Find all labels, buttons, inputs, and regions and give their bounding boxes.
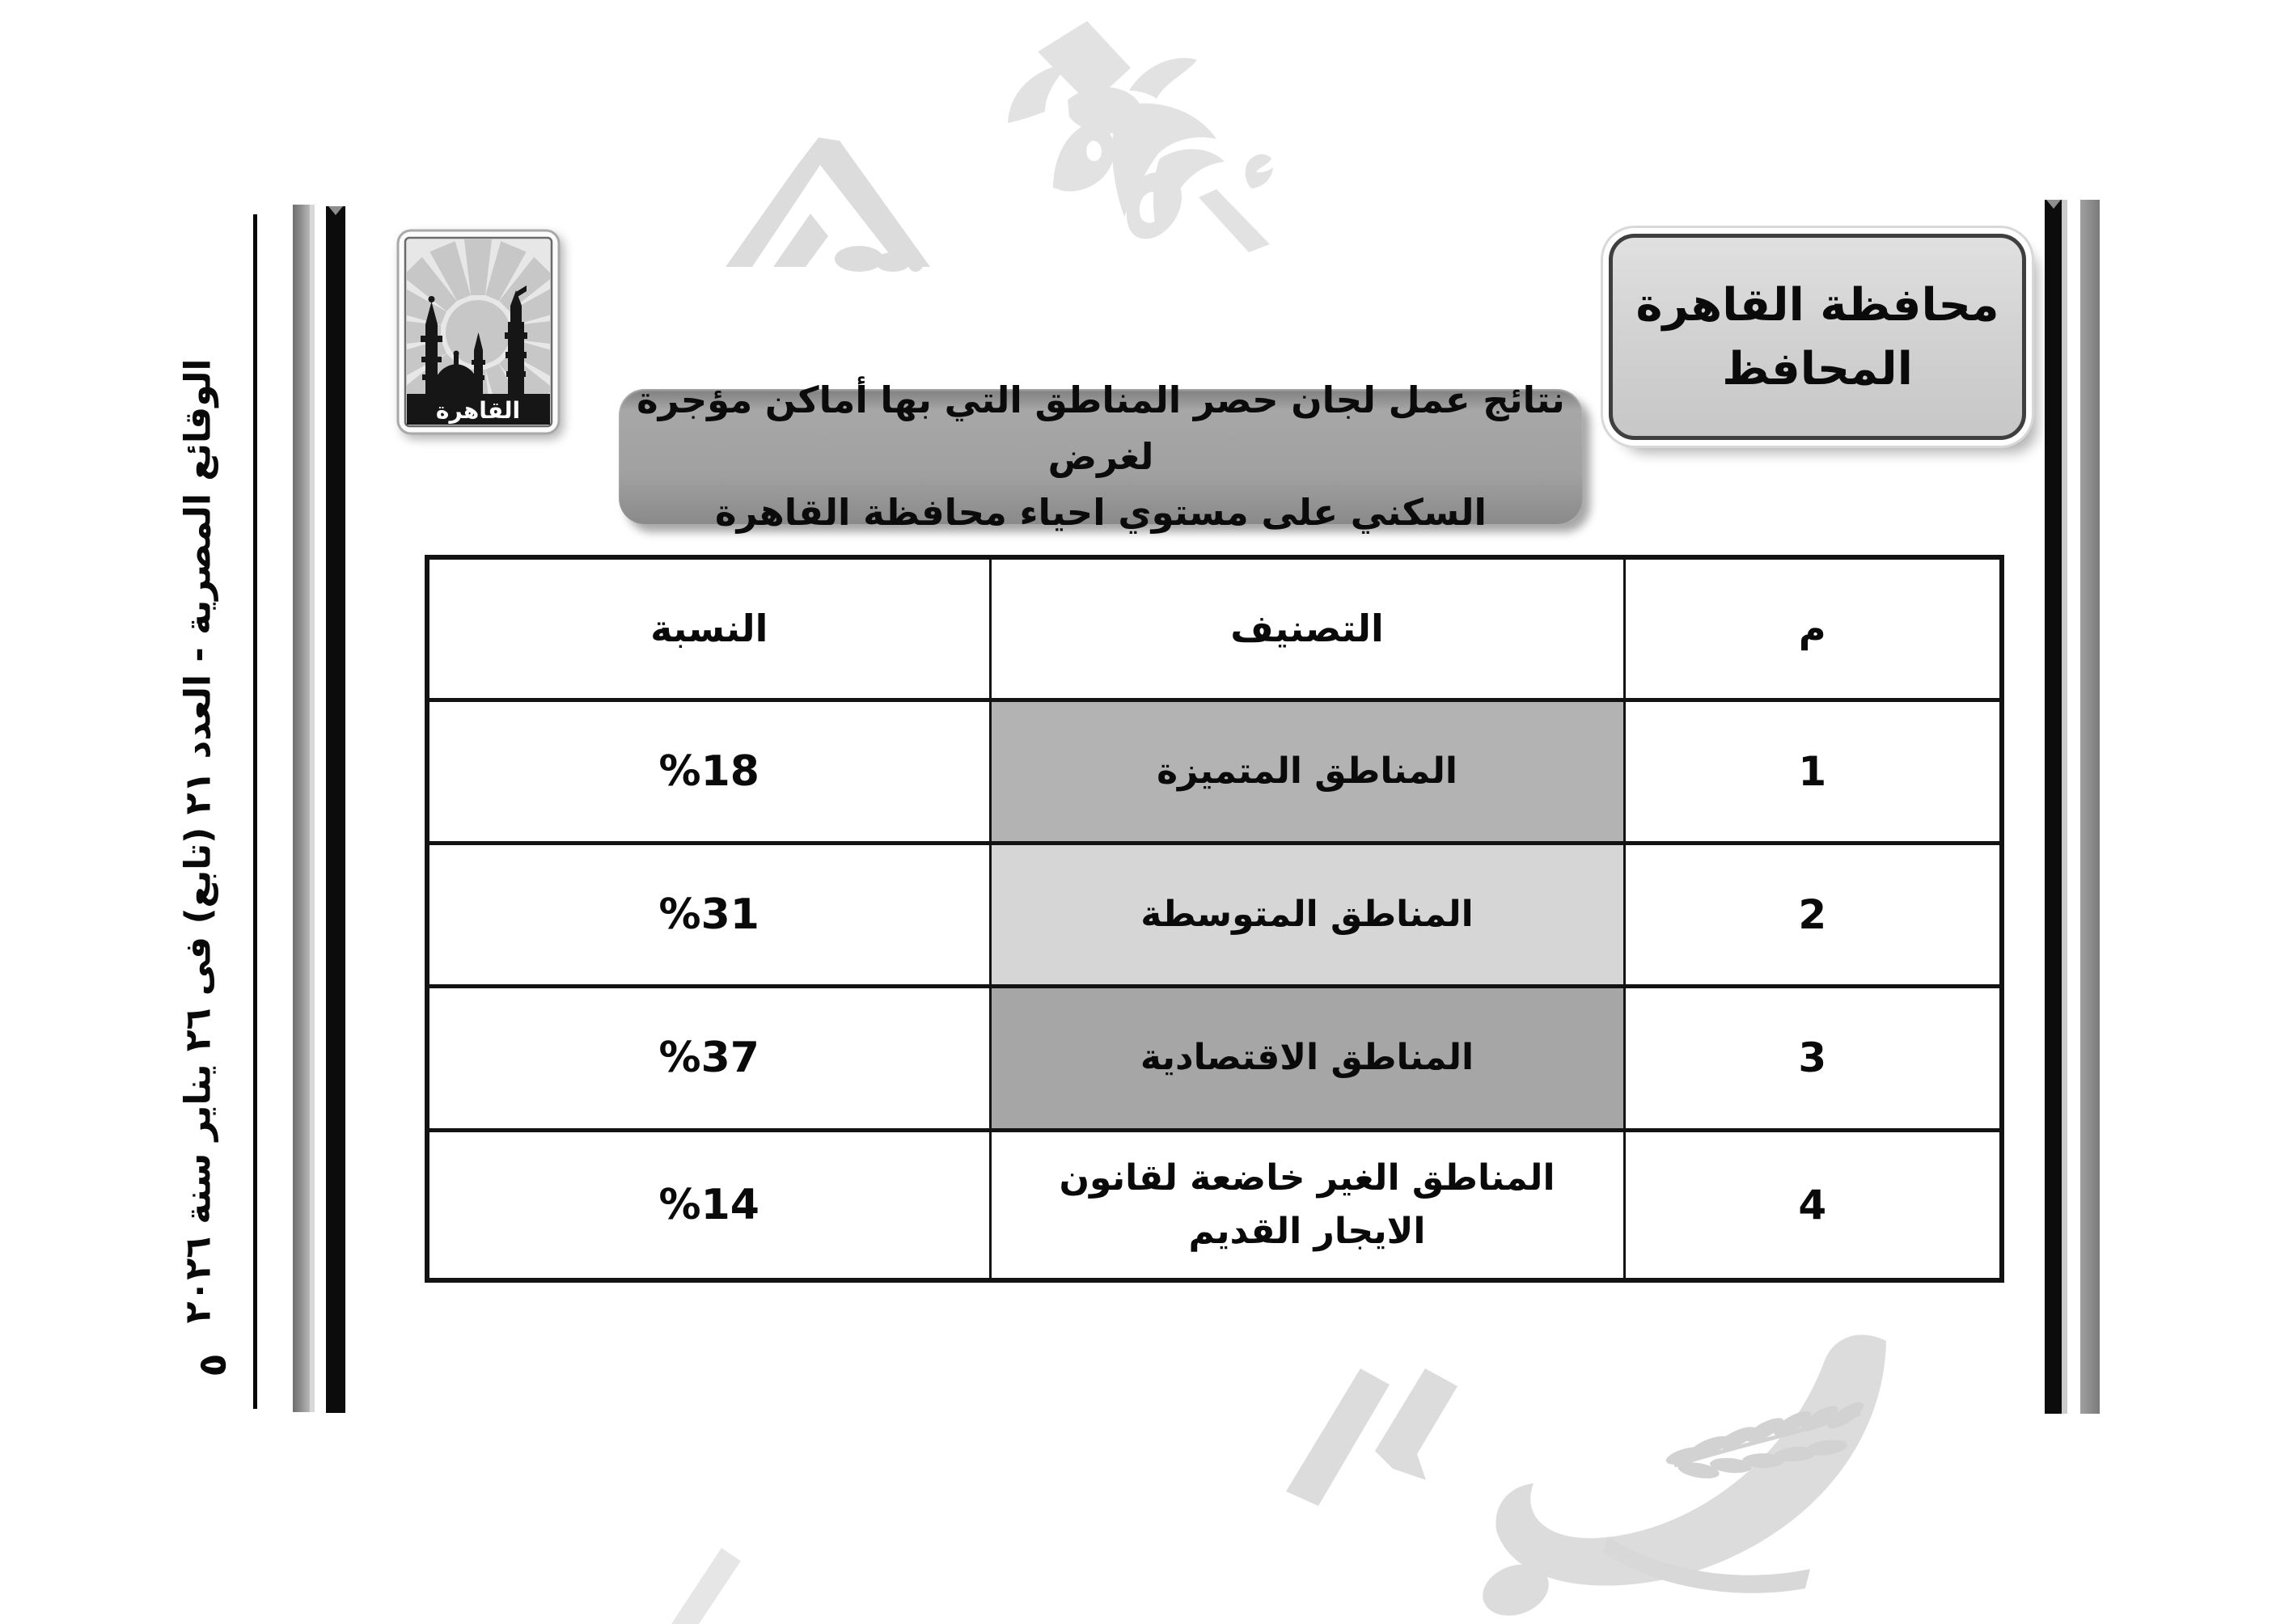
table-row bbox=[427, 700, 2002, 843]
watermark-calligraphy-top bbox=[1008, 21, 1273, 252]
cairo-governorate-logo bbox=[396, 229, 561, 435]
row-index: 4 bbox=[1624, 1130, 2002, 1280]
row-classification: المناطق المتوسطة bbox=[990, 843, 1624, 986]
watermark-calligraphy-bottom bbox=[671, 1334, 1886, 1624]
left-inner-black-bar bbox=[326, 206, 345, 1413]
governorate-header-box bbox=[1609, 234, 2026, 440]
right-inner-black-bar bbox=[2045, 200, 2067, 1414]
left-divider-rule bbox=[253, 214, 257, 1409]
header-percentage: النسبة bbox=[427, 557, 990, 700]
row-percentage: %14 bbox=[658, 1180, 759, 1229]
row-classification: المناطق الاقتصادية bbox=[990, 986, 1624, 1130]
table-row bbox=[427, 986, 2002, 1130]
logo-caption: القاهرة bbox=[435, 397, 521, 424]
results-title-line1: نتائج عمل لجان حصر المناطق التي بها أماكن مؤجرة لغرض bbox=[637, 378, 1565, 478]
row-classification: المناطق الغير خاضعة لقانون الايجار القديم bbox=[990, 1130, 1624, 1280]
table-header-row bbox=[427, 557, 2002, 700]
right-outer-gray-bar bbox=[2080, 200, 2100, 1414]
classification-results-table bbox=[425, 555, 2004, 1283]
left-outer-gray-bar bbox=[293, 205, 315, 1412]
watermark-triangle bbox=[726, 137, 930, 272]
row-classification: المناطق المتميزة bbox=[990, 700, 1624, 843]
row-index: 1 bbox=[1624, 700, 2002, 843]
page-number: ٥ bbox=[190, 1353, 235, 1377]
header-index: م bbox=[1624, 557, 2002, 700]
governorate-name: محافظة القاهرة bbox=[1635, 278, 1999, 332]
row-percentage: %18 bbox=[658, 746, 759, 796]
table-row bbox=[427, 843, 2002, 986]
journal-title-vertical: الوقائع المصرية - العدد ٢١ (تابع) فى ٢٦ يناير سنة ٢٠٢٦ bbox=[177, 358, 219, 1324]
row-index: 2 bbox=[1624, 843, 2002, 986]
header-classification: التصنيف bbox=[990, 557, 1624, 700]
row-percentage: %37 bbox=[658, 1034, 759, 1082]
governor-title: المحافظ bbox=[1722, 342, 1913, 395]
table-row bbox=[427, 1130, 2002, 1280]
results-title-box bbox=[619, 378, 1583, 535]
results-title-line2: السكني على مستوي احياء محافظة القاهرة bbox=[715, 491, 1487, 535]
row-percentage: %31 bbox=[658, 890, 759, 939]
row-index: 3 bbox=[1624, 986, 2002, 1130]
